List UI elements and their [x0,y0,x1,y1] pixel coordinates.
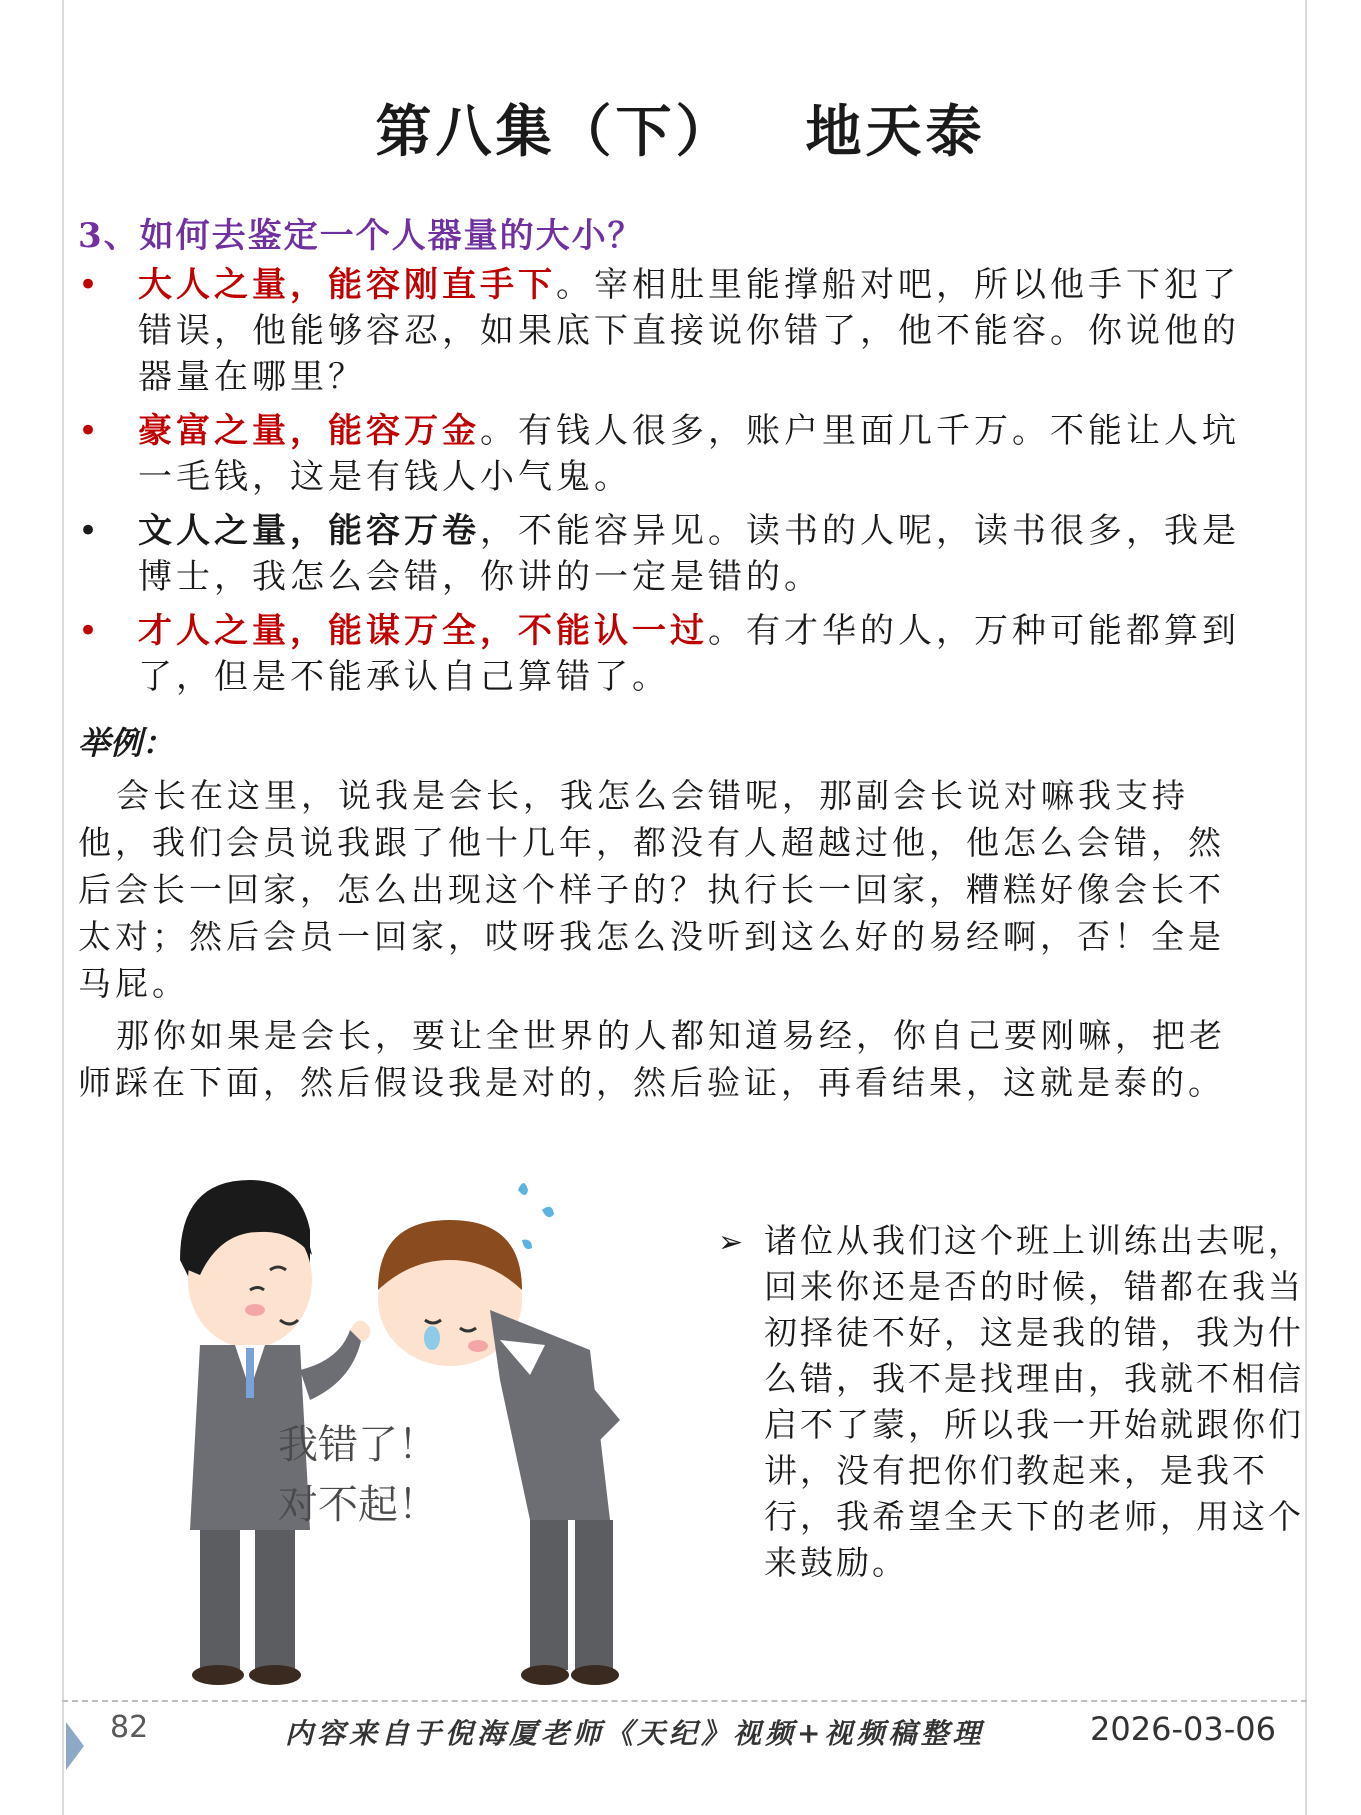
bullet-text: 。宰相肚里能撑船对吧，所以他手下犯了错误，他能够容忍，如果底下直接说你错了，他不能容。你说他的器量在哪里？ [138,265,1240,397]
page-number: 82 [110,1710,149,1745]
section-question: 3、如何去鉴定一个人器量的大小？ [78,216,644,256]
bullet-item [78,508,1258,600]
footer-divider [62,1700,1307,1702]
paragraph: 会长在这里，说我是会长，我怎么会错呢，那副会长说对嘛我支持他，我们会员说我跟了他十几年，都没有人超越过他，他怎么会错，然后会长一回家，怎么出现这个样子的？执行长一回家，糟糕好像会长不太对；然后会员一回家，哎呀我怎么没听到这么好的易经啊，否！全是马屁。 [78,776,1225,1003]
bullet-item [78,608,1258,700]
bullet-text: 。有钱人很多，账户里面几千万。不能让人坑一毛钱，这是有钱人小气鬼。 [138,411,1240,497]
bullet-lead: 才人之量，能谋万全，不能认一过 [138,611,708,651]
arrow-bullet-icon: ➢ [718,1225,747,1260]
illustration-caption-line1: 我错了！ [278,1422,438,1468]
paragraph: 那你如果是会长，要让全世界的人都知道易经，你自己要刚嘛，把老师踩在下面，然后假设我是对的，然后验证，再看结果，这就是泰的。 [78,1016,1226,1102]
apology-illustration [150,1160,690,1700]
example-label: 举例： [78,724,175,762]
footer-date: 2026-03-06 [1090,1710,1276,1748]
side-note-text: 诸位从我们这个班上训练出去呢，回来你还是否的时候，错都在我当初择徒不好，这是我的错，我为什么错，我不是找理由，我就不相信启不了蒙，所以我一开始就跟你们讲，没有把你们教起来，是我不行，我希望全天下的老师，用这个来鼓励。 [764,1221,1304,1582]
bullet-item [78,262,1258,400]
footer-source: 内容来自于倪海厦老师《天纪》视频+视频稿整理 [285,1717,985,1750]
bullet-lead: 豪富之量，能容万金 [138,411,480,451]
triangle-marker-icon [66,1722,84,1770]
bullet-dot: • [78,265,103,305]
title-right: 地天泰 [805,100,986,165]
bullet-dot: • [78,611,103,651]
page-title [0,88,1361,168]
bullet-lead: 大人之量，能容刚直手下 [138,265,556,305]
bullet-text: ，不能容异见。读书的人呢，读书很多，我是博士，我怎么会错，你讲的一定是错的。 [138,511,1240,597]
illustration-caption-line2: 对不起！ [278,1482,438,1528]
page-border-left [62,0,64,1815]
bullet-item [78,408,1258,500]
bullet-list [78,262,1258,708]
bullet-dot: • [78,511,103,551]
bullet-dot: • [78,411,103,451]
title-left: 第八集（下） [375,100,736,165]
bullet-lead: 文人之量，能容万卷 [138,511,480,551]
side-note [718,1218,1319,1586]
bullet-text: 。有才华的人，万种可能都算到了，但是不能承认自己算错了。 [138,611,1240,697]
